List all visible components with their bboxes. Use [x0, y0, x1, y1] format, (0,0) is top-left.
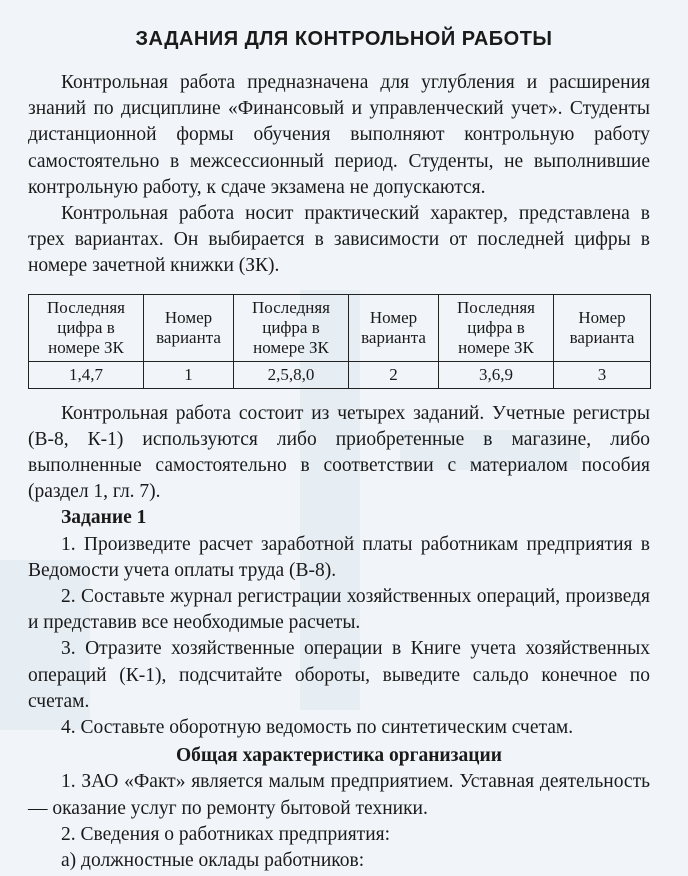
structure-paragraph: Контрольная работа состоит из четырех заданий. Учетные регистры (В-8, К-1) используются либо приобретенные в магазине, либо выполненные самостоятельно в соответствии с материалом пособия (раздел 1, гл. 7).: [28, 402, 650, 503]
table-cell: 2: [349, 361, 439, 388]
table-cell: 1,4,7: [29, 361, 144, 388]
task-item: 2. Составьте журнал регистрации хозяйственных операций, произведя и представив все необходимые расчеты.: [28, 586, 650, 634]
task1-heading: Задание 1: [61, 507, 147, 529]
task-item: 3. Отразите хозяйственные операции в Книге учета хозяйственных операций (К-1), подсчитайте обороты, выведите сальдо конечное по счетам.: [28, 638, 650, 712]
table-header-cell: Номер варианта: [349, 294, 439, 361]
org-item: 2. Сведения о работниках предприятия:: [61, 823, 391, 845]
table-cell: 3,6,9: [439, 361, 554, 388]
document-body: [28, 70, 650, 874]
table-header-cell: Последняя цифра в номере ЗК: [29, 294, 144, 361]
table-cell: 1: [144, 361, 234, 388]
task-item: 1. Произведите расчет заработной платы работникам предприятия в Ведомости учета оплаты труда (В-8).: [28, 533, 650, 581]
table-header-row: [29, 294, 651, 361]
variant-table: [28, 294, 651, 389]
table-cell: 3: [554, 361, 651, 388]
table-cell: 2,5,8,0: [234, 361, 349, 388]
intro-paragraph: Контрольная работа предназначена для углубления и расширения знаний по дисциплине «Финансовый и управленческий учет». Студенты дистанционной формы обучения выполняют контрольную работу самостоятельно в межсессионный период. Студенты, не выполнившие контрольную работу, к сдаче экзамена не допускаются.: [28, 72, 650, 198]
table-header-cell: Последняя цифра в номере ЗК: [439, 294, 554, 361]
intro-paragraph: Контрольная работа носит практический характер, представлена в трех вариантах. Он выбирается в зависимости от последней цифры в номере зачетной книжки (ЗК).: [28, 203, 650, 277]
table-row: [29, 361, 651, 388]
org-heading: Общая характеристика организации: [176, 745, 502, 767]
org-item: 1. ЗАО «Факт» является малым предприятием. Уставная деятельность — оказание услуг по ремонту бытовой техники.: [28, 771, 650, 819]
page-title: ЗАДАНИЯ ДЛЯ КОНТРОЛЬНОЙ РАБОТЫ: [135, 28, 553, 50]
org-item: а) должностные оклады работников:: [61, 850, 365, 872]
table-header-cell: Номер варианта: [554, 294, 651, 361]
task-item: 4. Составьте оборотную ведомость по синтетическим счетам.: [61, 717, 574, 739]
table-header-cell: Последняя цифра в номере ЗК: [234, 294, 349, 361]
table-header-cell: Номер варианта: [144, 294, 234, 361]
